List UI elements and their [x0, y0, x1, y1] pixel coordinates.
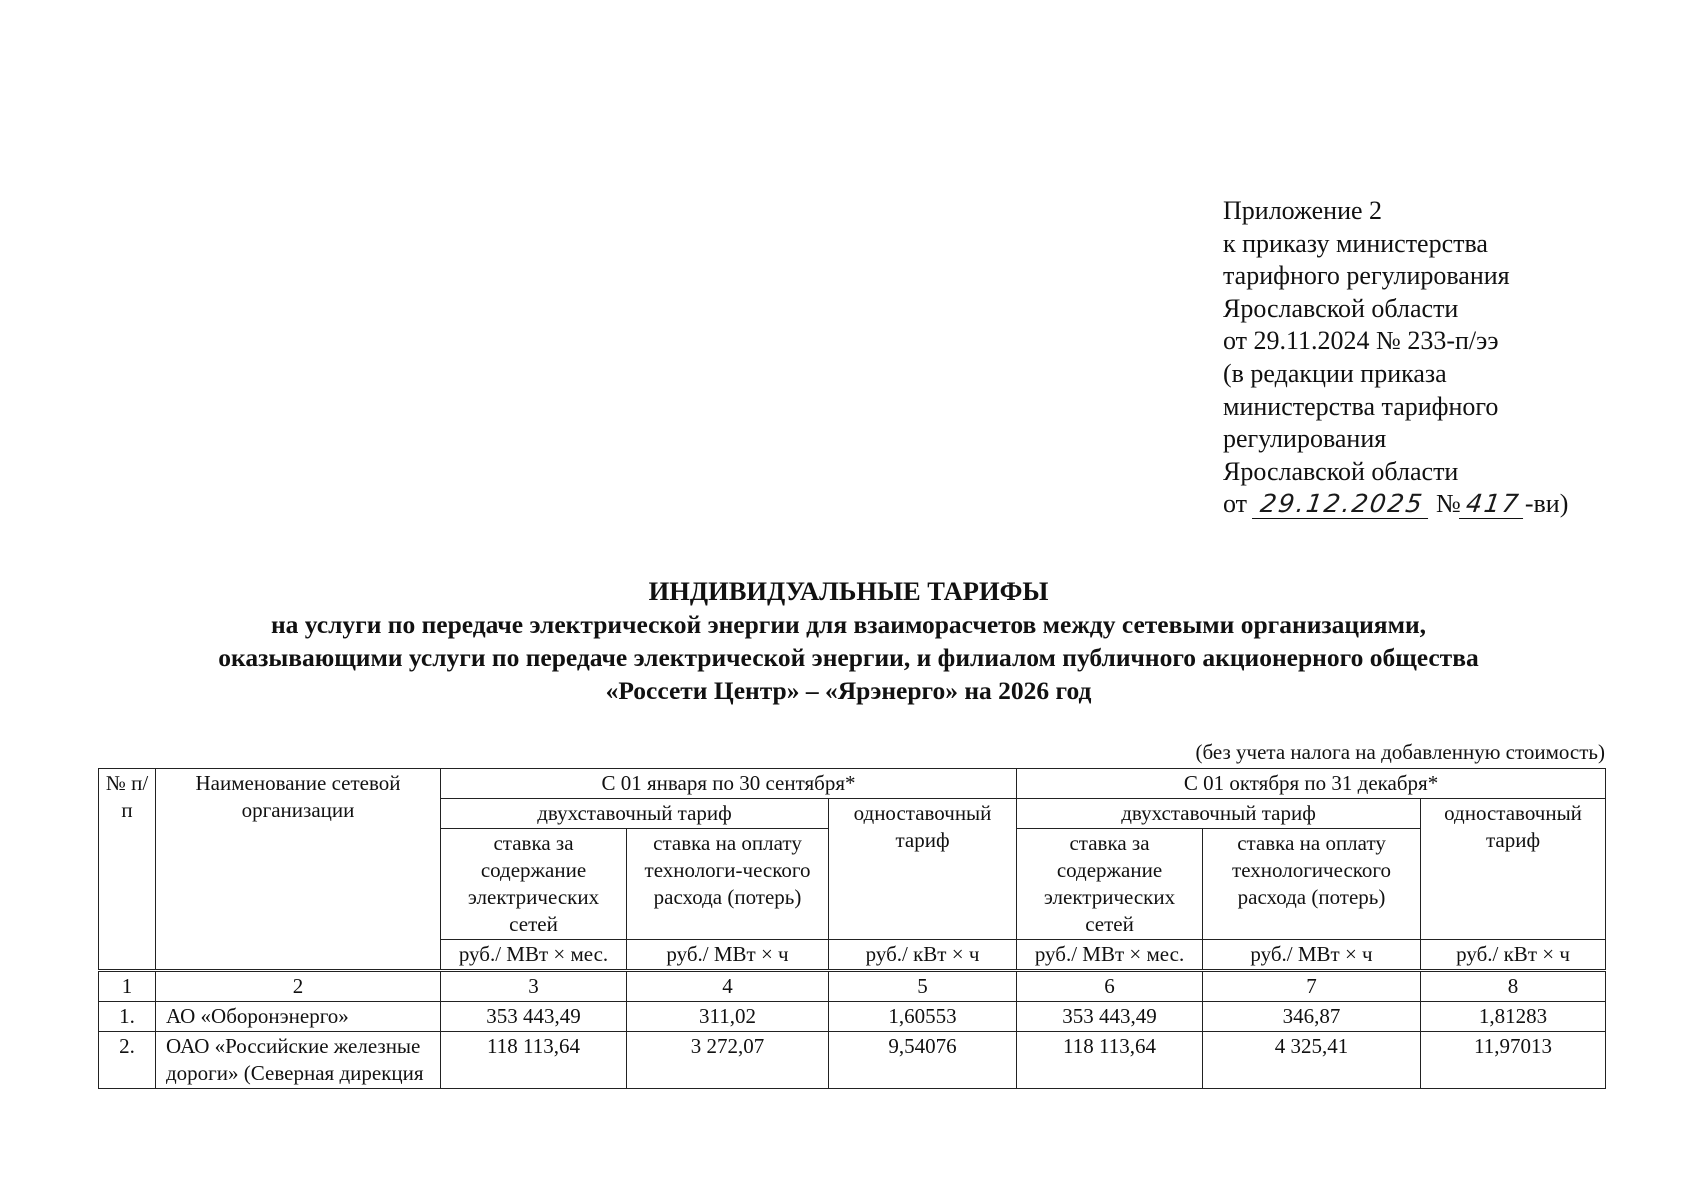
tariffs-table [98, 768, 1606, 1089]
appendix-line: Приложение 2 [1223, 196, 1383, 225]
maintenance-rate-period-1: 118 113,64 [441, 1032, 627, 1089]
organization-name: АО «Оборонэнерго» [156, 1002, 441, 1032]
column-number: 8 [1421, 971, 1606, 1002]
one-rate-period-1: 9,54076 [829, 1032, 1017, 1089]
table-row [99, 1002, 1606, 1032]
loss-rate-period-2: 4 325,41 [1203, 1032, 1421, 1089]
appendix-line: от 29.11.2024 № 233-п/ээ [1223, 326, 1499, 356]
header-one-rate-1: одноставочный тариф [829, 799, 1017, 940]
document-title [0, 575, 1697, 707]
column-number: 1 [99, 971, 156, 1002]
maintenance-rate-period-2: 353 443,49 [1017, 1002, 1203, 1032]
unit-cell: руб./ МВт × ч [1203, 940, 1421, 971]
header-num: № п/п [99, 769, 156, 971]
appendix-line: регулирования [1223, 424, 1387, 454]
appendix-line: тарифного регулирования [1223, 261, 1510, 291]
row-number: 1. [99, 1002, 156, 1032]
unit-cell: руб./ МВт × ч [627, 940, 829, 971]
maintenance-rate-period-1: 353 443,49 [441, 1002, 627, 1032]
header-losses-2: ставка на оплату технологического расхода (потерь) [1203, 829, 1421, 940]
header-period-2: С 01 октября по 31 декабря* [1017, 769, 1606, 799]
row-number: 2. [99, 1032, 156, 1089]
appendix-line: к приказу министерства [1223, 228, 1488, 258]
column-number: 7 [1203, 971, 1421, 1002]
unit-cell: руб./ кВт × ч [1421, 940, 1606, 971]
organization-name: ОАО «Российские железные дороги» (Северная дирекция [156, 1032, 441, 1089]
amendment-suffix: -ви) [1524, 489, 1569, 519]
header-losses-1: ставка на оплату технологи-ческого расхода (потерь) [627, 829, 829, 940]
column-number: 4 [627, 971, 829, 1002]
appendix-line: Ярославской области [1223, 293, 1459, 323]
unit-cell: руб./ кВт × ч [829, 940, 1017, 971]
title-line: «Россети Центр» – «Ярэнерго» на 2026 год [605, 676, 1092, 705]
column-number: 5 [829, 971, 1017, 1002]
appendix-line: министерства тарифного [1223, 391, 1499, 421]
title-heading: ИНДИВИДУАЛЬНЫЕ ТАРИФЫ [648, 576, 1049, 606]
column-number: 3 [441, 971, 627, 1002]
loss-rate-period-1: 311,02 [627, 1002, 829, 1032]
number-sign: № [1436, 489, 1461, 519]
header-org: Наименование сетевой организации [156, 769, 441, 971]
vat-note: (без учета налога на добавленную стоимость) [1195, 740, 1605, 764]
loss-rate-period-2: 346,87 [1203, 1002, 1421, 1032]
handwritten-number: 417 [1459, 490, 1527, 519]
amendment-line [1223, 488, 1568, 521]
appendix-block [1223, 195, 1568, 521]
column-number: 6 [1017, 971, 1203, 1002]
table-row [99, 1032, 1606, 1089]
unit-cell: руб./ МВт × мес. [441, 940, 627, 971]
one-rate-period-2: 11,97013 [1421, 1032, 1606, 1089]
header-two-rate-2: двухставочный тариф [1017, 799, 1421, 829]
title-line: на услуги по передаче электрической энергии для взаиморасчетов между сетевыми организациями, [270, 610, 1427, 639]
title-line: оказывающими услуги по передаче электрической энергии, и филиалом публичного акционерного общества [218, 643, 1479, 672]
header-maintenance-2: ставка за содержание электрических сетей [1017, 829, 1203, 940]
one-rate-period-2: 1,81283 [1421, 1002, 1606, 1032]
unit-cell: руб./ МВт × мес. [1017, 940, 1203, 971]
appendix-line: Ярославской области [1223, 456, 1459, 486]
amendment-prefix: от [1223, 489, 1248, 519]
loss-rate-period-1: 3 272,07 [627, 1032, 829, 1089]
header-two-rate-1: двухставочный тариф [441, 799, 829, 829]
maintenance-rate-period-2: 118 113,64 [1017, 1032, 1203, 1089]
header-one-rate-2: одноставочный тариф [1421, 799, 1606, 940]
column-number: 2 [156, 971, 441, 1002]
header-maintenance-1: ставка за содержание электрических сетей [441, 829, 627, 940]
header-row-periods [99, 769, 1606, 799]
handwritten-date: 29.12.2025 [1251, 490, 1431, 519]
header-period-1: С 01 января по 30 сентября* [441, 769, 1017, 799]
appendix-line: (в редакции приказа [1223, 358, 1447, 388]
column-number-row [99, 971, 1606, 1002]
one-rate-period-1: 1,60553 [829, 1002, 1017, 1032]
